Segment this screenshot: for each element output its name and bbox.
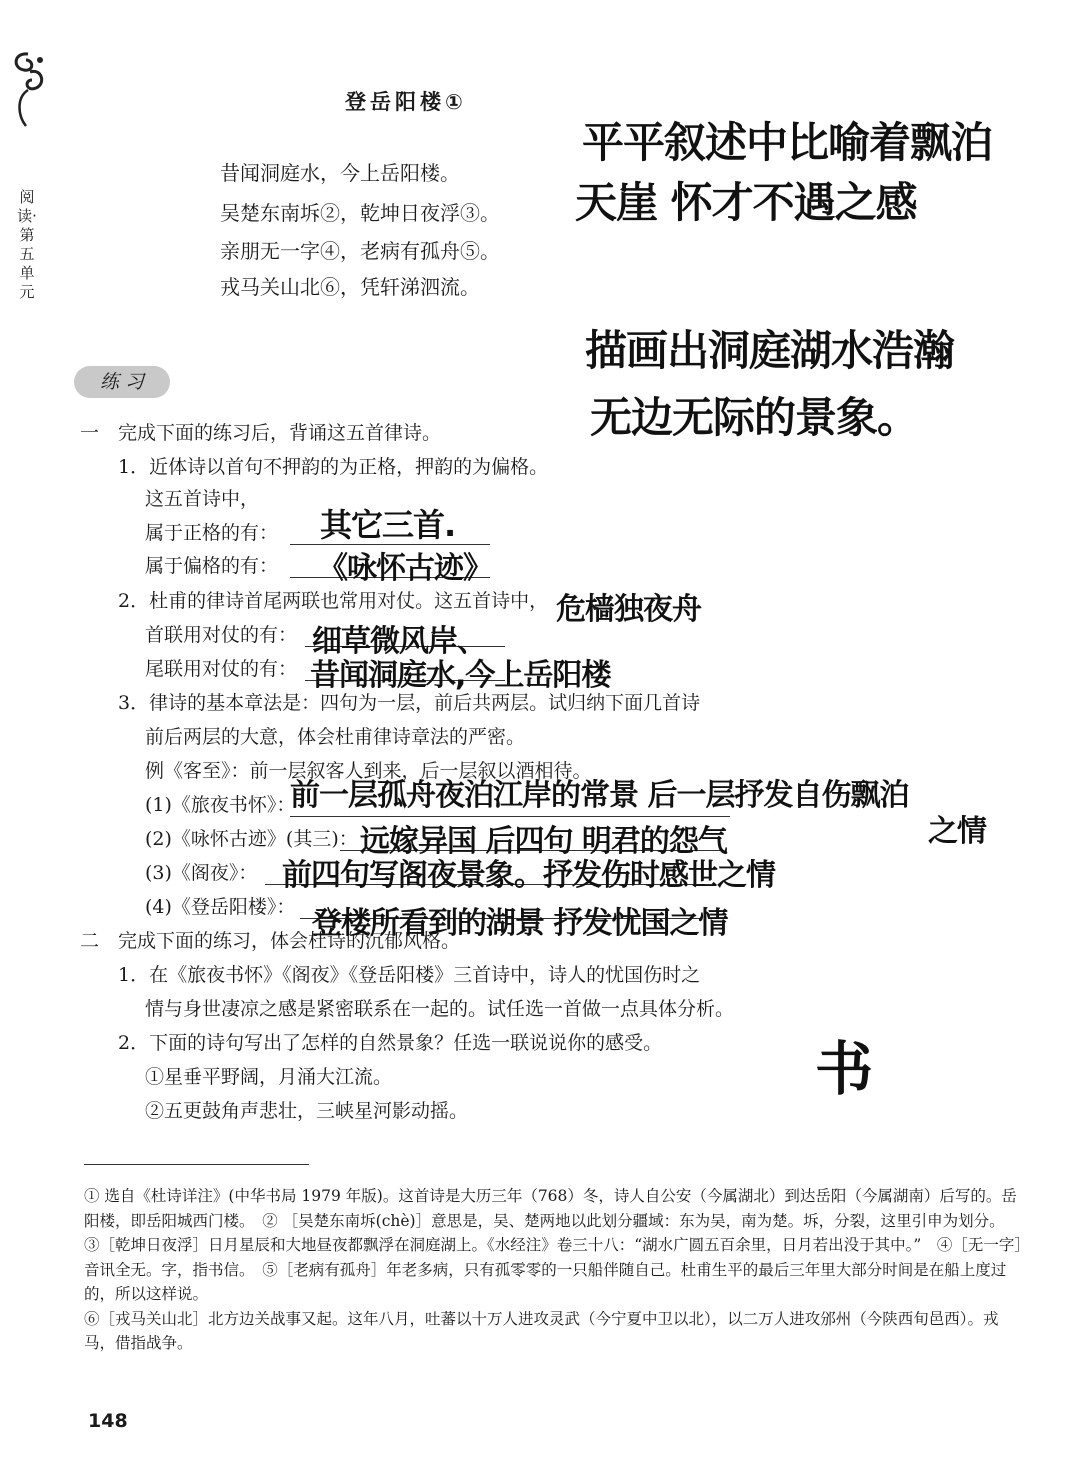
ex1-item-4: (4)《登岳阳楼》： (145, 896, 296, 918)
handwritten-answer-3: 前四句写阁夜景象。抒发伤时感世之情 (282, 858, 775, 893)
handwritten-answer-4: 登楼所看到的湖景 抒发忧国之情 (312, 906, 728, 941)
ex1-q1-c: 属于偏格的有： (145, 555, 279, 577)
handwritten-answer-1-end: 之情 (928, 814, 986, 849)
footnote-divider (84, 1164, 309, 1165)
handwritten-note-1b: 天崖 怀才不遇之感 (575, 178, 917, 227)
ex1-item-2: (2)《咏怀古迹》(其三)： (145, 828, 358, 850)
footnote-1: ① 选自《杜诗详注》(中华书局 1979 年版)。这首诗是大历三年（768）冬，诗人自公安（今属湖北）到达岳阳（今属湖南）后写的。岳阳楼，即岳阳城西门楼。 ② ［吴楚东南坼(chè)］意思是，吴、楚两地以此划分疆域：东为吴，南为楚。坼，分裂，这里引申为划分。 ③［乾坤日夜浮］日月星辰和大地昼夜都飘浮在洞庭湖上。《水经注》卷三十八：“湖水广圆五百余里，日月若出没于其中。” ④［无一字］音讯全无。字，指书信。 ⑤［老病有孤舟］年老多病，只有孤零零的一只船伴随自己。杜甫生平的最后三年里大部分时间是在船上度过的，所以这样说。 (84, 1187, 1023, 1303)
handwritten-note-1a: 平平叙述中比喻着飘泊 (582, 118, 993, 167)
ex2-q2: 2．下面的诗句写出了怎样的自然景象？任选一联说说你的感受。 (118, 1032, 663, 1054)
exercise-label: 练 习 (74, 366, 170, 398)
ex2-q1-b: 情与身世凄凉之感是紧密联系在一起的。试任选一首做一点具体分析。 (145, 998, 735, 1020)
ex2-q1: 1．在《旅夜书怀》《阁夜》《登岳阳楼》三首诗中，诗人的忧国伤时之 (118, 964, 701, 986)
ex1-item-1: (1)《旅夜书怀》： (145, 794, 296, 816)
page-number: 148 (88, 1410, 128, 1432)
handwritten-answer-shoulian: 细草微风岸、 (312, 624, 486, 659)
ex1-heading: 一 完成下面的练习后，背诵这五首律诗。 (80, 422, 442, 444)
poem-line-4: 戎马关山北⑥，凭轩涕泗流。 (220, 275, 480, 299)
footnote-2: ⑥［戎马关山北］北方边关战事又起。这年八月，吐蕃以十万人进攻灵武（今宁夏中卫以北），以二万人进攻邠州（今陕西旬邑西）。戎马，借指战争。 (84, 1309, 999, 1352)
poem-title: 登岳阳楼① (345, 90, 467, 114)
unit-label: 阅读·第五单元 (17, 188, 37, 301)
footnotes (84, 1184, 1024, 1356)
ex1-q1-b: 属于正格的有： (145, 522, 279, 544)
poem-line-3: 亲朋无一字④，老病有孤舟⑤。 (220, 239, 500, 263)
handwritten-answer-q2: 危樯独夜舟 (556, 592, 701, 627)
ex1-item-3: (3)《阁夜》： (145, 862, 258, 884)
handwritten-mark-shu: 书 (815, 1035, 873, 1103)
poem-line-2: 吴楚东南坼②，乾坤日夜浮③。 (220, 201, 500, 225)
ex2-heading: 二 完成下面的练习，体会杜诗的沉郁风格。 (80, 930, 461, 952)
handwritten-answer-1: 前一层孤舟夜泊江岸的常景 后一层抒发自伤飘泊 (290, 778, 909, 813)
handwritten-answer-2: 远嫁异国 后四句 明君的怨气 (360, 824, 727, 859)
corner-ornament-icon (6, 46, 50, 136)
handwritten-answer-zheng: 其它三首. (320, 506, 456, 544)
handwritten-note-2b: 无边无际的景象。 (590, 393, 919, 442)
ex1-q2: 2．杜甫的律诗首尾两联也常用对仗。这五首诗中， (118, 590, 549, 612)
handwritten-answer-weilian: 昔闻洞庭水,今上岳阳楼 (310, 658, 611, 693)
ex1-q3-b: 前后两层的大意，体会杜甫律诗章法的严密。 (145, 726, 526, 748)
ex1-q2-b: 尾联用对仗的有： (145, 658, 298, 680)
ex1-q1: 1．近体诗以首句不押韵的为正格，押韵的为偏格。 (118, 456, 549, 478)
ex1-q1-a: 这五首诗中， (145, 488, 260, 510)
ex2-line-2: ②五更鼓角声悲壮，三峡星河影动摇。 (145, 1100, 469, 1122)
handwritten-note-2a: 描画出洞庭湖水浩瀚 (585, 326, 955, 375)
ex1-q3-example: 例《客至》：前一层叙客人到来，后一层叙以酒相待。 (145, 760, 592, 782)
ex2-line-1: ①星垂平野阔，月涌大江流。 (145, 1066, 393, 1088)
ex1-q3: 3．律诗的基本章法是：四句为一层，前后共两层。试归纳下面几首诗 (118, 692, 701, 714)
handwritten-answer-pian: 《咏怀古迹》 (318, 551, 492, 586)
poem-line-1: 昔闻洞庭水，今上岳阳楼。 (220, 161, 460, 185)
ex1-q2-a: 首联用对仗的有： (145, 624, 298, 646)
